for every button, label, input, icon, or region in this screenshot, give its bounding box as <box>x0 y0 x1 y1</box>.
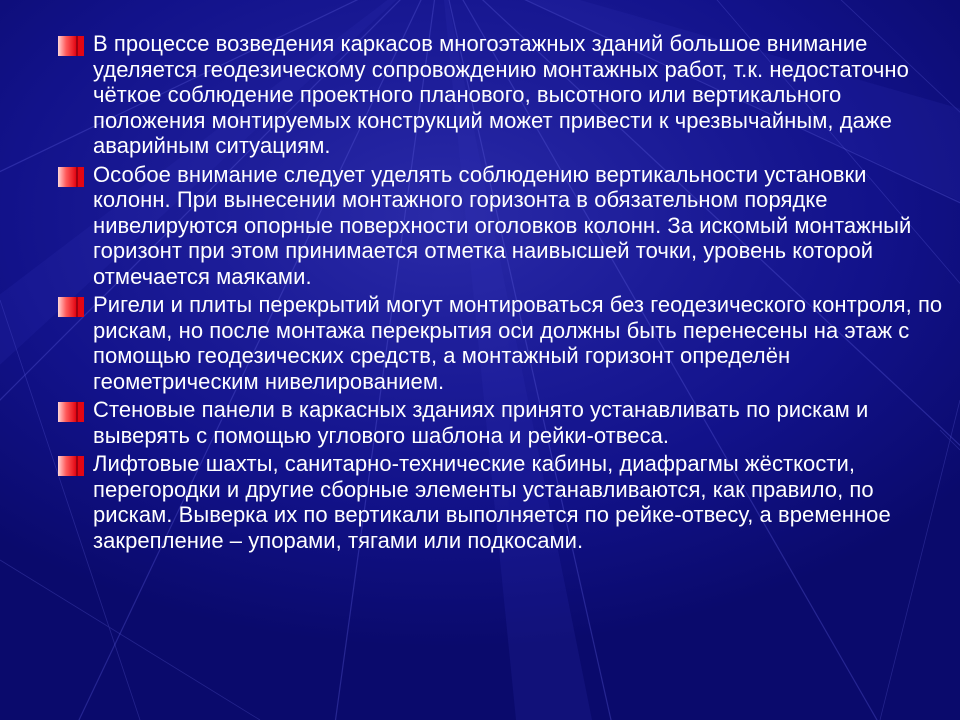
list-item <box>58 292 948 394</box>
list-item <box>58 31 948 159</box>
red-square-bullet-icon <box>58 165 88 190</box>
red-square-bullet-icon <box>58 34 88 59</box>
list-item-text: Лифтовые шахты, санитарно-технические кабины, диафрагмы жёсткости, перегородки и другие сборные элементы устанавливаются, как правило, по рискам. Выверка их по вертикали выполняется по рейке-отвесу, а временное закрепление – упорами, тягами или подкосами. <box>93 451 891 553</box>
red-square-bullet-icon <box>58 295 88 320</box>
list-item-text: Особое внимание следует уделять соблюдению вертикальности установки колонн. При вынесении монтажного горизонта в обязательном порядке нивелируются опорные поверхности оголовков колонн. За искомый монтажный горизонт при этом принимается отметка наивысшей точки, уровень которой отмечается маяками. <box>93 161 912 289</box>
list-item-text: В процессе возведения каркасов многоэтажных зданий большое внимание уделяется геодезическому сопровождению монтажных работ, т.к. недостаточно чёткое соблюдение проектного планового, высотного или вертикального положения монтируемых конструкций может привести к чрезвычайным, даже аварийным ситуациям. <box>93 31 909 158</box>
bullet-list <box>58 31 948 556</box>
red-square-bullet-icon <box>58 400 88 425</box>
list-item <box>58 162 948 290</box>
list-item <box>58 397 948 448</box>
list-item-text: Стеновые панели в каркасных зданиях принято устанавливать по рискам и выверять с помощью углового шаблона и рейки-отвеса. <box>93 397 869 448</box>
list-item <box>58 451 948 553</box>
list-item-text: Ригели и плиты перекрытий могут монтироваться без геодезического контроля, по рискам, но после монтажа перекрытия оси должны быть перенесены на этаж с помощью геодезических средств, а монтажный горизонт определён геометрическим нивелированием. <box>93 292 943 394</box>
red-square-bullet-icon <box>58 454 88 479</box>
